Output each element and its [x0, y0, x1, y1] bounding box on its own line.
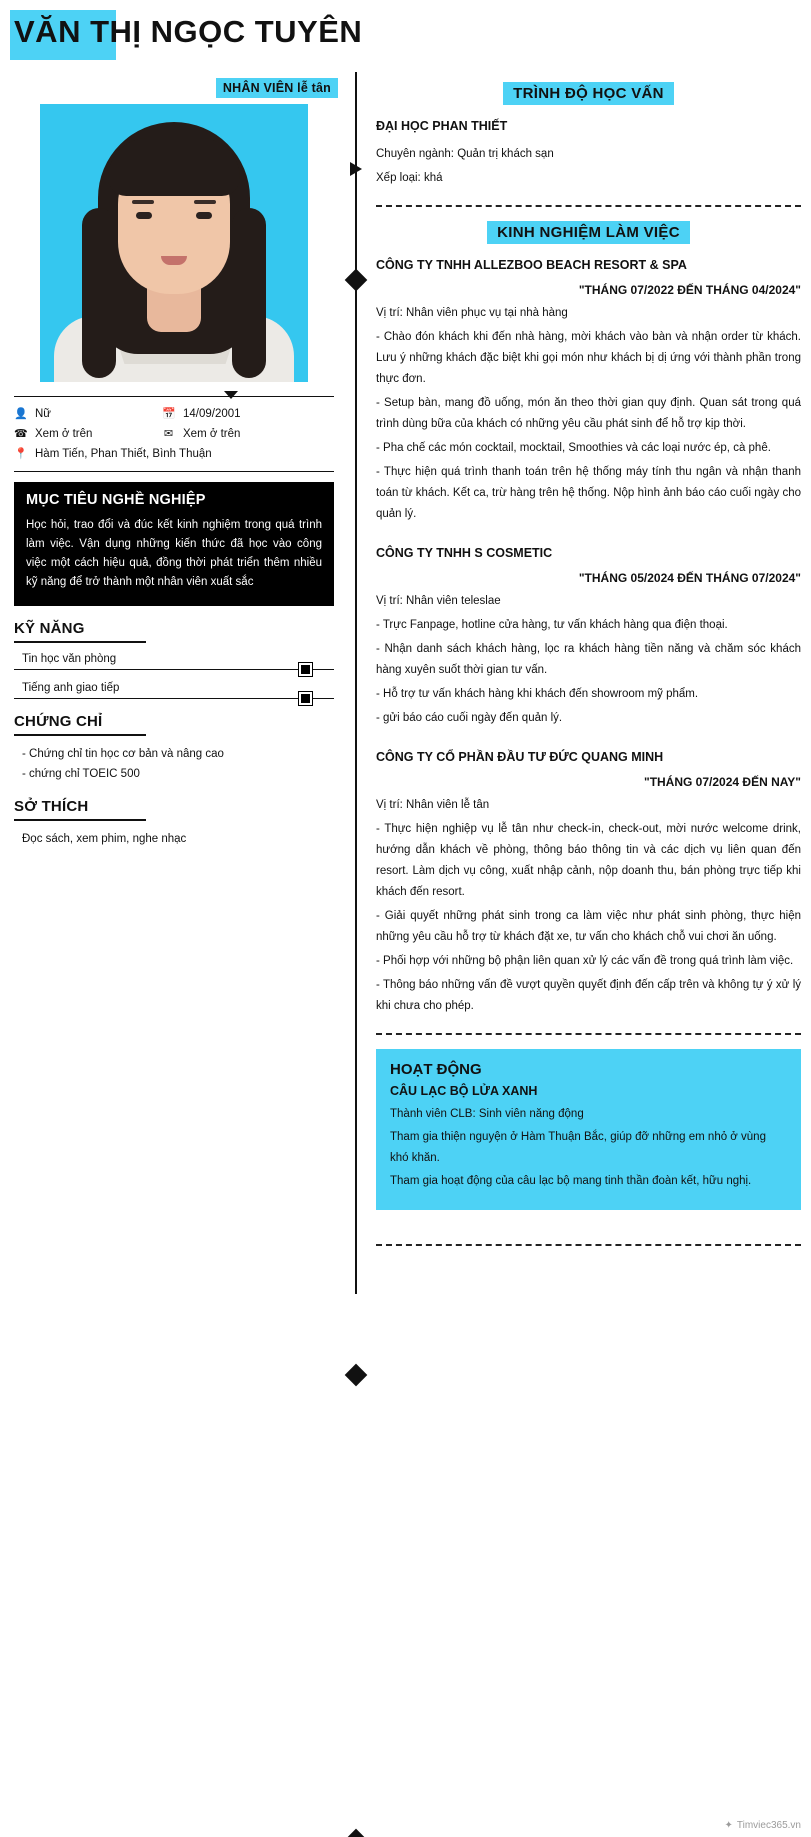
certificate-item: - chứng chỉ TOEIC 500 — [22, 768, 140, 780]
info-phone — [14, 424, 162, 444]
education-line: Xếp loại: khá — [376, 172, 443, 184]
info-email — [162, 424, 240, 444]
portrait-brow-left — [132, 200, 154, 204]
portrait-illustration — [40, 104, 308, 382]
experience-duty: - Hỗ trợ tư vấn khách hàng khi khách đến showroom mỹ phẩm. — [376, 688, 699, 700]
skill-label: Tiếng anh giao tiếp — [22, 682, 120, 694]
skill-label: Tin học văn phòng — [22, 653, 117, 665]
experience-role: Vị trí: Nhân viên teleslae — [376, 595, 501, 607]
experience-period: "THÁNG 05/2024 ĐẾN THÁNG 07/2024" — [578, 571, 801, 585]
career-objective-box — [14, 482, 334, 606]
cv-columns — [0, 72, 811, 1294]
birthday-value: 14/09/2001 — [183, 408, 241, 420]
experience-duty: - Pha chế các món cocktail, mocktail, Smoothies và các loại nước ép, cà phê. — [376, 442, 771, 454]
education-title: TRÌNH ĐỘ HỌC VẤN — [503, 82, 674, 105]
certificates-title: CHỨNG CHỈ — [14, 713, 103, 730]
sparkle-icon: ✦ — [724, 1820, 733, 1831]
gender-value: Nữ — [35, 408, 52, 420]
email-value: Xem ở trên — [183, 428, 241, 440]
info-row — [14, 444, 334, 464]
activity-line: Tham gia hoạt động của câu lạc bộ mang tinh thần đoàn kết, hữu nghị. — [390, 1175, 752, 1187]
activity-club: CÂU LẠC BỘ LỬA XANH — [390, 1084, 538, 1098]
experience-duty: - Setup bàn, mang đồ uống, món ăn theo thời gian quy định. Quan sát trong quá trình dùng bữa của khách có những yêu cầu phát sinh để hỗ trợ kịp thời. — [376, 397, 801, 430]
calendar-icon: 📅 — [162, 408, 176, 420]
education-section — [364, 72, 801, 189]
education-school: ĐẠI HỌC PHAN THIẾT — [376, 119, 508, 133]
activity-line: Thành viên CLB: Sinh viên năng động — [390, 1108, 584, 1120]
hobbies-section — [14, 798, 334, 849]
skill-row — [14, 680, 334, 699]
section-divider — [376, 205, 801, 207]
activity-title: HOẠT ĐỘNG — [390, 1061, 482, 1078]
hobbies-rule — [14, 819, 146, 821]
experience-duty: - Thực hiện nghiệp vụ lễ tân như check-in, check-out, mời nước welcome drink, hướng dẫn khách về phòng, thông báo thông tin và các dịch vụ liên quan đến resort. Làm dịch vụ công, xuất nhập cảnh, nộp doanh thu, bán phòng trực tiếp khi khách đến resort. — [376, 823, 801, 898]
hobby-item: Đọc sách, xem phim, nghe nhạc — [22, 833, 187, 845]
job-title-wrap — [0, 72, 348, 102]
experience-role: Vị trí: Nhân viên lễ tân — [376, 799, 490, 811]
experience-duty: - Thông báo những vấn đề vượt quyền quyết định đến cấp trên và không tự ý xử lý khi chưa cho phép. — [376, 979, 801, 1012]
job-title-badge: NHÂN VIÊN lễ tân — [216, 78, 338, 98]
activity-line: Tham gia thiện nguyện ở Hàm Thuận Bắc, giúp đỡ những em nhỏ ở vùng khó khăn. — [390, 1131, 766, 1164]
experience-item — [376, 256, 801, 525]
mail-icon: ✉ — [163, 428, 174, 440]
career-objective-title: MỤC TIÊU NGHỀ NGHIỆP — [26, 492, 206, 508]
experience-role: Vị trí: Nhân viên phục vụ tại nhà hàng — [376, 307, 568, 319]
timeline — [348, 72, 364, 1294]
address-value: Hàm Tiến, Phan Thiết, Bình Thuận — [35, 448, 212, 460]
portrait-eye-right — [196, 212, 212, 219]
hobbies-title: SỞ THÍCH — [14, 798, 89, 815]
certificates-section — [14, 713, 334, 784]
info-address — [14, 444, 212, 464]
timeline-line — [355, 72, 357, 1294]
phone-icon: ☎ — [14, 428, 28, 440]
experience-period: "THÁNG 07/2024 ĐẾN NAY" — [644, 775, 801, 789]
caret-down-icon — [224, 391, 238, 399]
info-birthday — [162, 404, 241, 424]
certificate-item: - Chứng chỉ tin học cơ bản và nâng cao — [22, 748, 224, 760]
timeline-diamond-icon — [345, 1364, 368, 1387]
portrait-brow-right — [194, 200, 216, 204]
right-column — [364, 72, 811, 1294]
phone-value: Xem ở trên — [35, 428, 93, 440]
personal-info — [14, 396, 334, 472]
experience-company: CÔNG TY TNHH ALLEZBOO BEACH RESORT & SPA — [376, 258, 687, 272]
experience-duty: - Thực hiện quá trình thanh toán trên hệ thống máy tính thu ngân và nhận thanh toán từ khách. Kết ca, trừ hàng trên hệ thống. Nộp hình ảnh báo cáo cuối ngày cho quản lý. — [376, 466, 801, 520]
watermark — [725, 1820, 802, 1831]
experience-title: KINH NGHIỆM LÀM VIỆC — [487, 221, 690, 244]
portrait-eye-left — [136, 212, 152, 219]
experience-duty: - Nhận danh sách khách hàng, lọc ra khách hàng tiền năng và chăm sóc khách hàng xuyên suốt thời gian tư vấn. — [376, 643, 801, 676]
experience-period: "THÁNG 07/2022 ĐẾN THÁNG 04/2024" — [578, 283, 801, 297]
skill-row — [14, 651, 334, 670]
skills-section — [14, 620, 334, 699]
left-column — [0, 72, 348, 879]
info-row — [14, 424, 334, 444]
cv-header — [0, 0, 811, 72]
experience-duty: - gửi báo cáo cuối ngày đến quản lý. — [376, 712, 563, 724]
timeline-arrow-icon — [350, 162, 362, 176]
career-objective-text: Học hỏi, trao đổi và đúc kết kinh nghiệm trong quá trình làm việc. Vận dụng những kiến thức đã học vào công việc một cách hiệu quả, đồng thời phát triển thêm nhiều kỹ năng để trở thành một nhân viên xuất sắc — [26, 519, 322, 588]
education-line: Chuyên ngành: Quản trị khách sạn — [376, 148, 554, 160]
activity-section — [376, 1049, 801, 1210]
experience-duty: - Chào đón khách khi đến nhà hàng, mời khách vào bàn và nhận order từ khách. Lưu ý những khách đặc biệt khi gọi món như khách bị dị ứng với thành phần trong thực đơn. — [376, 331, 801, 385]
experience-duty: - Giải quyết những phát sinh trong ca làm việc như phát sinh phòng, thực hiện những yêu cầu hỗ trợ từ khách đặt xe, tư vấn cho khách chỗ vui chơi ăn uống. — [376, 910, 801, 943]
avatar — [40, 104, 308, 382]
location-pin-icon: 📍 — [14, 448, 28, 460]
info-row — [14, 404, 334, 424]
watermark-text: Timviec365.vn — [736, 1820, 801, 1831]
portrait-fringe — [108, 138, 240, 196]
experience-company: CÔNG TY TNHH S COSMETIC — [376, 546, 553, 560]
section-divider — [376, 1244, 801, 1246]
section-divider — [376, 1033, 801, 1035]
person-icon: 👤 — [14, 408, 28, 420]
experience-item — [376, 748, 801, 1017]
certificates-rule — [14, 734, 146, 736]
info-gender — [14, 404, 162, 424]
experience-company: CÔNG TY CỔ PHẦN ĐẦU TƯ ĐỨC QUANG MINH — [376, 750, 664, 764]
page-title: VĂN THỊ NGỌC TUYÊN — [14, 14, 363, 49]
skill-level-knob[interactable] — [299, 692, 312, 705]
timeline-diamond-icon — [345, 1829, 368, 1837]
experience-duty: - Trực Fanpage, hotline cửa hàng, tư vấn khách hàng qua điện thoại. — [376, 619, 728, 631]
skills-title: KỸ NĂNG — [14, 620, 85, 637]
experience-section — [364, 221, 801, 1017]
skill-level-knob[interactable] — [299, 663, 312, 676]
experience-duty: - Phối hợp với những bộ phận liên quan xử lý các vấn đề trong quá trình làm việc. — [376, 955, 794, 967]
skills-rule — [14, 641, 146, 643]
experience-item — [376, 544, 801, 729]
